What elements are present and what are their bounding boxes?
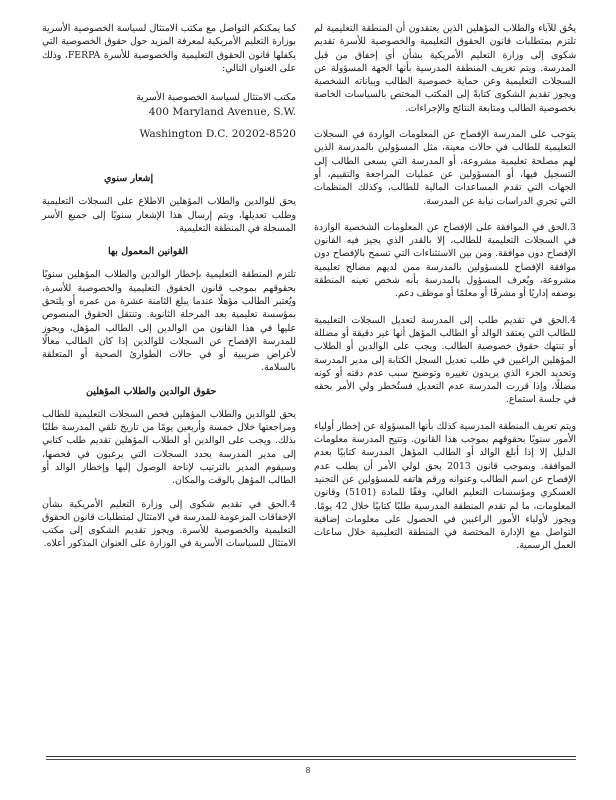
right-paragraph-4: 4.الحق في تقديم طلب إلى المدرسة لتعديل السجلات التعليمية للطالب التي يعتقد الوالد أو الطالب المؤهل أنها غير دقيقة أو مضللة أو تنتهك حقوق خصوصية الطالب. ويجب على الوالدين أو الطلاب المؤهلين الراغبين في طلب تعديل السجل الكتابة إلى مدير المدرسة وتحديد الجزء الذي يريدون تغييره وتوضيح سبب عدم دقته أو كونه مضللًا، وإذا قررت المدرسة عدم التعديل فستُخطر ولي الأمر بحقه في جلسة استماع. [314, 314, 576, 406]
rights-paragraph-1: يحق للوالدين والطلاب المؤهلين فحص السجلات التعليمية للطالب ومراجعتها خلال خمسة وأربعين يومًا من تاريخ تلقي المدرسة طلبًا بذلك. ويجب على الوالدين أو الطلاب المؤهلين تقديم طلب كتابي إلى مدير المدرسة يحدد السجلات التي يرغبون في فحصها، وسيقوم المدير بالترتيب لإتاحة الوصول إليها وإخطار الوالد أو الطالب المؤهل بالوقت والمكان. [42, 408, 296, 487]
right-paragraph-1: يحُق للآباء والطلاب المؤهلين الذين يعتقدون أن المنطقة التعليمية لم تلتزم بمتطلبات قانون الحقوق التعليمية والخصوصية للأسرة تقديم شكوى إلى وزارة التعليم الأمريكية بشأن أي إخفاق من قبل المدرسة. ويتم تعريف المنطقة المدرسية بأنها الجهة المسؤولة عن السجلات التعليمية وعن حماية خصوصية الطالب وبياناته الشخصية ويجوز تقديم الشكوى كتابةً إلى المكتب المختص بالسياسات الخاصة بخصوصية الطالب ومتابعة النتائج والإجراءات. [314, 23, 576, 114]
right-paragraph-3: 3.الحق في الموافقة على الإفصاح عن المعلومات الشخصية الواردة في السجلات التعليمية للطالب، إلا بالقدر الذي يجيز فيه القانون الإفصاح دون موافقة. ومن بين الاستثناءات التي تسمح بالإفصاح دون موافقة الإفصاح للمسؤولين بالمدرسة ممن لديهم مصالح تعليمية مشروعة، ويُعرف المسؤول بالمدرسة بأنه شخص تعينه المنطقة بوصفه إداريًا أو مشرفًا أو معلمًا أو موظف دعم. [314, 221, 576, 300]
right-paragraph-5: ويتم تعريف المنطقة المدرسية كذلك بأنها المسؤولة عن إخطار أولياء الأمور سنويًا بحقوقهم بموجب هذا القانون. وتتيح المدرسة معلومات الدليل إلا إذا أبلغ الوالد أو الطالب المؤهل المدرسة كتابيًا بعدم الموافقة. وبموجب قانون 2013 يحق لولي الأمر أن يطلب عدم الإفصاح عن اسم الطالب وعنوانه ورقم هاتفه للمسؤولين عن التجنيد العسكري ومؤسسات التعليم العالي، وفقًا للمادة (5101) وقانون المعلومات، ما لم تقدم المنطقة المدرسية طلبًا كتابيًا خلال 42 يومًا. ويجوز لأولياء الأمور الراغبين في الحصول على معلومات إضافية التواصل مع الإدارة المختصة في المنطقة التعليمية خلال ساعات العمل الرسمية. [314, 420, 576, 552]
footer-rule-thin [46, 759, 576, 760]
page-number: 8 [305, 766, 311, 775]
rights-heading: حقوق الوالدين والطلاب المؤهلين [86, 385, 217, 397]
address-line-1: 400 Maryland Avenue, S.W. [148, 106, 296, 119]
address-office-name: مكتب الامتثال لسياسة الخصوصية الأسرية [136, 92, 296, 104]
notice-paragraph: يحق للوالدين والطلاب المؤهلين الاطلاع على السجلات التعليمية وطلب تعديلها، ويتم إرسال هذا الإشعار سنويًا إلى جميع الأسر المسجلة في المنطقة التعليمية. [42, 196, 296, 235]
header-paragraph: كما يمكنكم التواصل مع مكتب الامتثال لسياسة الخصوصية الأسرية بوزارة التعليم الأمريكية لمعرفة المزيد حول حقوق الخصوصية التي يكفلها قانون الحقوق التعليمية والخصوصية للأسرة FERPA، وذلك على العنوان التالي: [42, 23, 296, 74]
rights-paragraph-2: 4.الحق في تقديم شكوى إلى وزارة التعليم الأمريكية بشأن الإخفاقات المزعومة للمدرسة في الامتثال لمتطلبات قانون الحقوق التعليمية والخصوصية للأسرة. ويجوز تقديم الشكوى إلى مكتب الامتثال للسياسات الأسرية في الوزارة على العنوان المذكور أعلاه. [42, 498, 296, 550]
law-heading: القوانين المعمول بها [108, 246, 189, 258]
right-column [314, 22, 576, 566]
notice-heading: إشعار سنوي [104, 173, 154, 185]
address-line-2: Washington D.C. 20202-8520 [139, 128, 296, 141]
right-paragraph-2: يتوجب على المدرسة الإفصاح عن المعلومات الواردة في السجلات التعليمية للطالب في حالات معينة، مثل المسؤولين بالمدرسة الذين لهم مصلحة تعليمية مشروعة، أو المدرسة التي يسعى الطالب إلى التسجيل فيها، أو المسؤولين عن عمليات المراجعة والتقييم، أو الجهات التي تقدم المساعدات المالية للطالب، وكذلك المنظمات التي تجري الدراسات نيابة عن المدرسة. [314, 129, 576, 207]
footer-rule [46, 756, 576, 757]
left-column [42, 22, 296, 561]
law-paragraph: تلتزم المنطقة التعليمية بإخطار الوالدين والطلاب المؤهلين سنويًا بحقوقهم بموجب قانون الحقوق التعليمية والخصوصية للأسرة، ويُعتبر الطالب مؤهلًا عندما يبلغ الثامنة عشرة من عمره أو يلتحق بمؤسسة تعليمية بعد المرحلة الثانوية. وتنتقل الحقوق المنصوص عليها في هذا القانون من الوالدين إلى الطالب المؤهل، ويجوز للمدرسة الإفصاح عن السجلات للوالدين إذا كان الطالب معالًا لأغراض ضريبية أو في حالات الطوارئ الصحية أو المتعلقة بالسلامة. [42, 269, 296, 374]
